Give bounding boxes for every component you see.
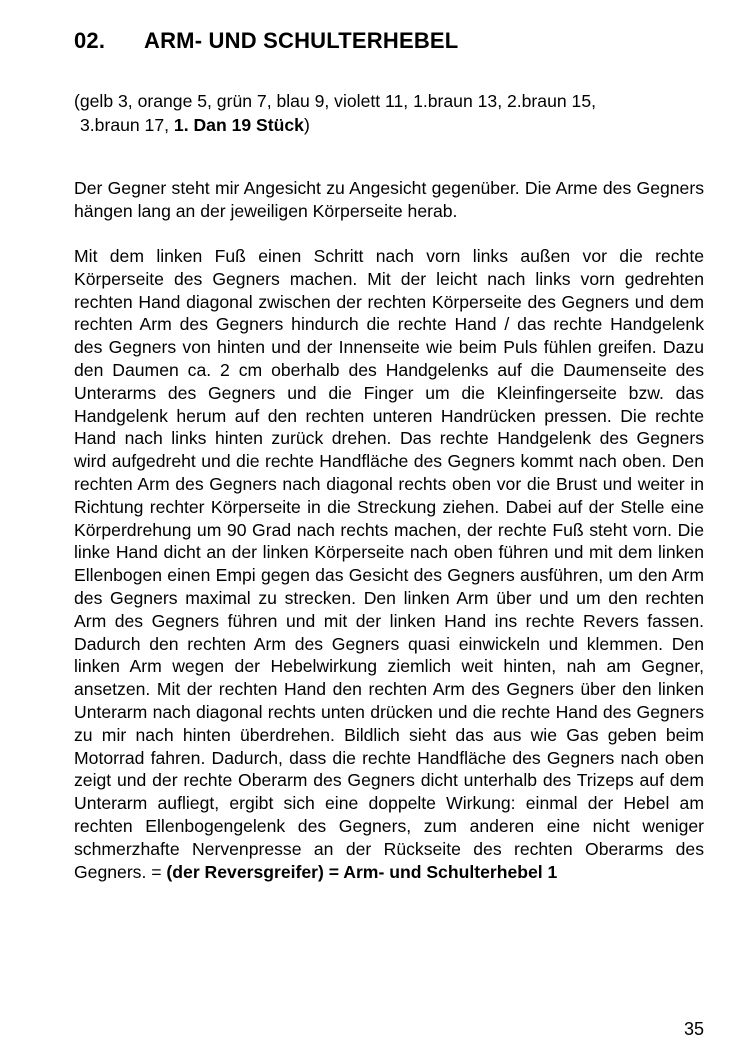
technique-text: Mit dem linken Fuß einen Schritt nach vorn links außen vor die rechte Körperseite des Gegners machen. Mit der leicht nach links vorn gedrehten rechten Hand diagonal zwischen der rechten Körperseite des Gegners und dem rechten Arm des Gegners hindurch die rechte Hand / das rechte Handgelenk des Gegners von hinten und der Innenseite wie beim Puls fühlen greifen. Dazu den Daumen ca. 2 cm oberhalb des Handgelenks auf die Daumenseite des Unterarms des Gegners und die Finger um die Kleinfingerseite bzw. das Handgelenk herum auf den rechten unteren Handrücken pressen. Die rechte Hand nach links hinten zurück drehen. Das rechte Handgelenk des Gegners wird aufgedreht und die rechte Handfläche des Gegners kommt nach oben. Den rechten Arm des Gegners nach diagonal rechts oben vor die Brust und weiter in Richtung rechter Körperseite in die Streckung ziehen. Dabei auf der Stelle eine Körperdrehung um 90 Grad nach rechts machen, der rechte Fuß steht vorn. Die linke Hand dicht an der linken Körperseite nach oben führen und mit dem linken Ellenbogen einen Empi gegen das Gesicht des Gegners ausführen, um den Arm des Gegners maximal zu strecken. Den linken Arm über und um den rechten Arm des Gegners führen und mit der linken Hand ins rechte Revers fassen. Dadurch den rechten Arm des Gegners quasi einwickeln und klemmen. Den linken Arm wegen der Hebelwirkung ziemlich weit hinten, nah am Gegner, ansetzen. Mit der rechten Hand den rechten Arm des Gegners über den linken Unterarm nach diagonal rechts unten drücken und die rechte Hand des Gegners zu mir nach hinten überdrehen. Bildlich sieht das aus wie Gas geben beim Motorrad fahren. Dadurch, dass die rechte Handfläche des Gegners nach oben zeigt und der rechte Oberarm des Gegners dicht unterhalb des Trizeps auf dem Unterarm aufliegt, ergibt sich eine doppelte Wirkung: einmal der Hebel am rechten Ellenbogengelenk des Gegners, zum anderen eine nicht weniger schmerzhafte Nervenpresse an der Rückseite des rechten Oberarms des Gegners. = [74,246,704,882]
section-number: 02. [74,28,106,53]
open-paren: ( [74,91,80,111]
belt-list-2: 3.braun 17, [80,115,174,135]
belt-line-2 [74,113,704,137]
paragraph-technique [74,245,704,883]
paragraph-intro: Der Gegner steht mir Angesicht zu Angesicht gegenüber. Die Arme des Gegners hängen lang an der jeweiligen Körperseite herab. [74,178,704,221]
section-title: ARM- UND SCHULTERHEBEL [144,28,459,53]
belt-requirements [74,89,704,137]
belt-dan: 1. Dan 19 Stück [173,115,304,135]
section-heading [74,28,458,54]
belt-list-1: gelb 3, orange 5, grün 7, blau 9, violett 11, 1.braun 13, 2.braun 15, [79,91,596,111]
page-number: 35 [683,1019,704,1039]
technique-name: (der Reversgreifer) = Arm- und Schulterhebel 1 [166,861,558,882]
belt-line-1 [74,89,704,113]
close-paren: ) [303,115,310,135]
